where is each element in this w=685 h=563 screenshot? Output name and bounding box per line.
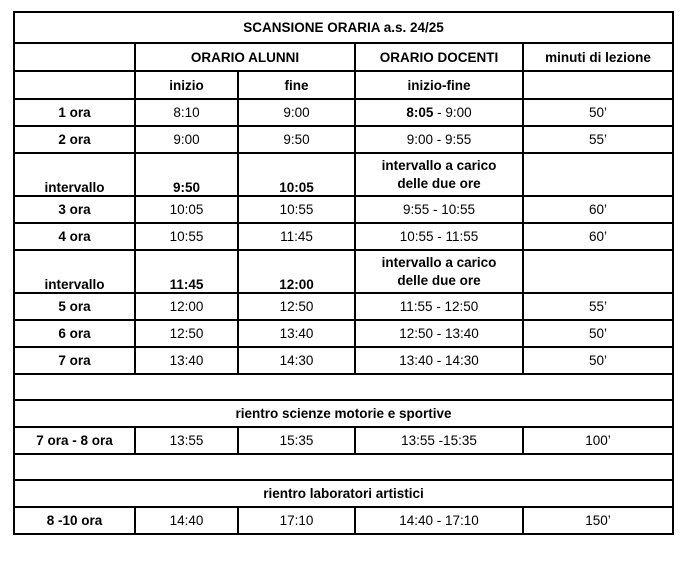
subheader-inizio-fine: inizio-fine [355,71,523,99]
cell-docenti-note [355,250,523,293]
cell-fine: 11:45 [238,223,355,250]
row-label: 1 ora [14,99,135,126]
cell-inizio: 8:10 [135,99,238,126]
cell-minuti: 100’ [523,427,673,454]
cell-minuti: 50’ [523,99,673,126]
cell-fine: 9:50 [238,126,355,153]
cell-inizio: 10:55 [135,223,238,250]
subheader-fine: fine [238,71,355,99]
note-line-1: intervallo a carico [381,254,497,270]
table-row-intervallo [14,250,673,293]
table-row [14,347,673,374]
cell-fine: 13:40 [238,320,355,347]
cell-docenti: 10:55 - 11:55 [355,223,523,250]
table-title: SCANSIONE ORARIA a.s. 24/25 [14,12,673,43]
cell-fine: 17:10 [238,507,355,534]
cell-docenti: 9:00 - 9:55 [355,126,523,153]
cell-minuti: 60’ [523,196,673,223]
cell-docenti-note [355,153,523,196]
cell-minuti: 150’ [523,507,673,534]
table-row [14,196,673,223]
cell-fine: 12:00 [238,250,355,293]
cell-fine: 14:30 [238,347,355,374]
table-row [14,223,673,250]
row-label: 5 ora [14,293,135,320]
header-orario-alunni: ORARIO ALUNNI [135,43,355,71]
separator-row [14,374,673,400]
row-label: 6 ora [14,320,135,347]
header-orario-docenti: ORARIO DOCENTI [355,43,523,71]
cell-inizio: 13:40 [135,347,238,374]
cell-minuti: 55’ [523,126,673,153]
cell-docenti: 14:40 - 17:10 [355,507,523,534]
cell-inizio: 9:00 [135,126,238,153]
cell-fine: 12:50 [238,293,355,320]
row-label: 3 ora [14,196,135,223]
cell-docenti: 13:40 - 14:30 [355,347,523,374]
cell-docenti: 12:50 - 13:40 [355,320,523,347]
cell-inizio: 11:45 [135,250,238,293]
cell-minuti: 60’ [523,223,673,250]
cell-minuti [523,153,673,196]
subheader-empty [14,71,135,99]
docenti-start: 8:05 [406,105,434,120]
row-label: intervallo [14,250,135,293]
row-label: 7 ora [14,347,135,374]
cell-inizio: 9:50 [135,153,238,196]
table-row [14,293,673,320]
cell-inizio: 10:05 [135,196,238,223]
note-line-2: delle due ore [397,272,481,288]
cell-minuti: 55’ [523,293,673,320]
docenti-end: - 9:00 [433,105,472,120]
table-row [14,427,673,454]
header-empty [14,43,135,71]
section-title-scienze-motorie: rientro scienze motorie e sportive [14,400,673,427]
cell-inizio: 12:00 [135,293,238,320]
cell-fine: 15:35 [238,427,355,454]
cell-fine: 10:05 [238,153,355,196]
header-minuti-lezione: minuti di lezione [523,43,673,71]
cell-minuti [523,250,673,293]
subheader-inizio: inizio [135,71,238,99]
row-label: intervallo [14,153,135,196]
cell-docenti: 9:55 - 10:55 [355,196,523,223]
row-label: 4 ora [14,223,135,250]
cell-minuti: 50’ [523,320,673,347]
row-label: 8 -10 ora [14,507,135,534]
schedule-table [13,11,674,535]
cell-docenti: 13:55 -15:35 [355,427,523,454]
cell-minuti: 50’ [523,347,673,374]
cell-docenti [355,99,523,126]
separator-row [14,454,673,480]
table-row [14,507,673,534]
cell-inizio: 12:50 [135,320,238,347]
cell-inizio: 13:55 [135,427,238,454]
note-line-2: delle due ore [397,175,481,191]
note-line-1: intervallo a carico [381,157,497,173]
cell-fine: 9:00 [238,99,355,126]
cell-docenti: 11:55 - 12:50 [355,293,523,320]
row-label: 7 ora - 8 ora [14,427,135,454]
row-label: 2 ora [14,126,135,153]
table-row [14,126,673,153]
cell-inizio: 14:40 [135,507,238,534]
section-title-laboratori-artistici: rientro laboratori artistici [14,480,673,507]
subheader-minuti-empty [523,71,673,99]
table-row [14,99,673,126]
table-row [14,320,673,347]
table-row-intervallo [14,153,673,196]
cell-fine: 10:55 [238,196,355,223]
